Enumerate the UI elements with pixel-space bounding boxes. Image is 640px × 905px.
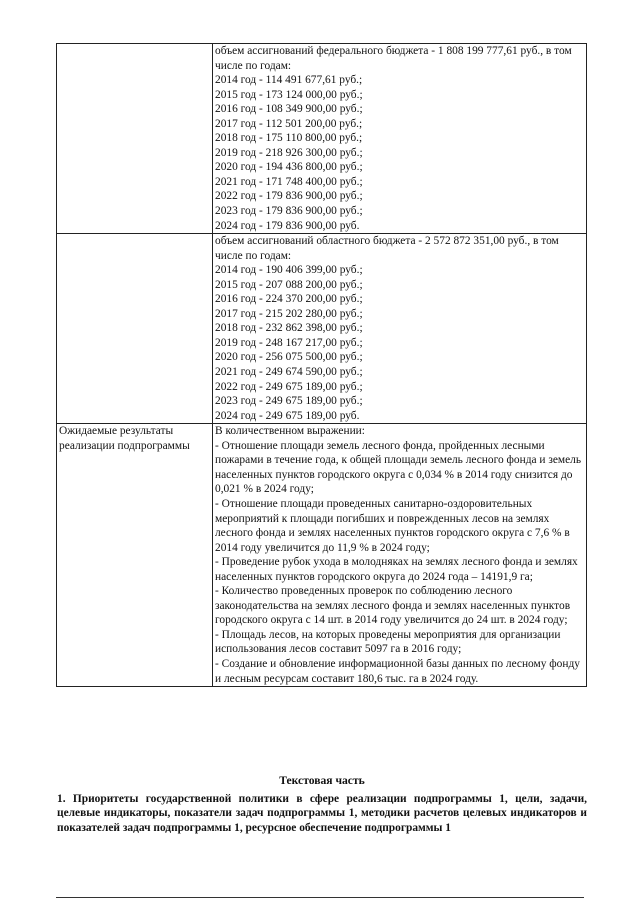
label-cell-empty	[57, 44, 213, 234]
regional-year-line: 2024 год - 249 675 189,00 руб.	[215, 409, 360, 422]
table-row-federal-budget	[57, 44, 587, 234]
federal-year-line: 2019 год - 218 926 300,00 руб.;	[215, 146, 363, 159]
text-part-section	[57, 774, 587, 835]
regional-year-line: 2022 год - 249 675 189,00 руб.;	[215, 380, 363, 393]
table-row-regional-budget	[57, 234, 587, 424]
expected-result-item: - Создание и обновление информационной базы данных по лесному фонду и лесным ресурсам составит 180,6 тыс. га в 2024 году.	[215, 657, 580, 685]
regional-year-line: 2015 год - 207 088 200,00 руб.;	[215, 278, 363, 291]
regional-budget-cell	[213, 234, 587, 424]
federal-year-line: 2020 год - 194 436 800,00 руб.;	[215, 161, 363, 174]
expected-results-label: Ожидаемые результаты реализации подпрограммы	[59, 425, 190, 452]
federal-year-line: 2023 год - 179 836 900,00 руб.;	[215, 205, 363, 218]
federal-year-line: 2015 год - 173 124 000,00 руб.;	[215, 88, 363, 101]
federal-budget-cell	[213, 44, 587, 234]
expected-result-item: - Отношение площади земель лесного фонда, пройденных лесными пожарами в течение года, к общей площади земель лесного фонда и земель населенных пунктов городского округа с 0,034 % в 2014 году снизится до 0,021 % в 2024 году;	[215, 439, 582, 496]
label-cell-empty	[57, 234, 213, 424]
federal-year-line: 2017 год - 112 501 200,00 руб.;	[215, 117, 363, 130]
regional-year-line: 2016 год - 224 370 200,00 руб.;	[215, 293, 363, 306]
expected-result-item: - Площадь лесов, на которых проведены мероприятия для организации использования лесов составит 5097 га в 2016 году;	[215, 628, 561, 656]
passport-table	[56, 43, 587, 687]
federal-year-line: 2014 год - 114 491 677,61 руб.;	[215, 74, 363, 87]
regional-year-line: 2014 год - 190 406 399,00 руб.;	[215, 264, 363, 277]
regional-year-line: 2023 год - 249 675 189,00 руб.;	[215, 395, 363, 408]
federal-year-line: 2021 год - 171 748 400,00 руб.;	[215, 175, 363, 188]
federal-year-line: 2016 год - 108 349 900,00 руб.;	[215, 103, 363, 116]
regional-year-line: 2020 год - 256 075 500,00 руб.;	[215, 351, 363, 364]
expected-results-label-cell	[57, 424, 213, 687]
regional-year-line: 2021 год - 249 674 590,00 руб.;	[215, 366, 363, 379]
regional-year-line: 2017 год - 215 202 280,00 руб.;	[215, 307, 363, 320]
expected-result-item: - Количество проведенных проверок по соблюдению лесного законодательства на землях лесного фонда и землях населенных пунктов городского округа с 14 шт. в 2014 году увеличится до 24 шт. в 2024 году;	[215, 585, 571, 627]
expected-results-cell	[213, 424, 587, 687]
expected-result-item: - Отношение площади проведенных санитарно-оздоровительных мероприятий к площади погибших и поврежденных лесов на землях лесного фонда и землях населенных пунктов городского округа с 7,6 % в 2014 году увеличится до 11,9 % в 2024 году;	[215, 497, 570, 554]
page-bottom-divider	[56, 897, 584, 898]
federal-year-line: 2018 год - 175 110 800,00 руб.;	[215, 132, 363, 145]
expected-result-item: - Проведение рубок ухода в молодняках на землях лесного фонда и землях населенных пунктов городского округа до 2024 года – 14191,9 га;	[215, 556, 578, 583]
federal-budget-header: объем ассигнований федерального бюджета - 1 808 199 777,61 руб., в том числе по годам:	[215, 45, 572, 72]
regional-budget-header: объем ассигнований областного бюджета - 2 572 872 351,00 руб., в том числе по годам:	[215, 235, 559, 262]
regional-year-line: 2018 год - 232 862 398,00 руб.;	[215, 322, 363, 335]
federal-year-line: 2022 год - 179 836 900,00 руб.;	[215, 190, 363, 203]
section-title: Текстовая часть	[279, 774, 365, 787]
regional-year-line: 2019 год - 248 167 217,00 руб.;	[215, 336, 363, 349]
table-row-expected-results	[57, 424, 587, 687]
expected-results-intro: В количественном выражении:	[215, 425, 365, 438]
federal-year-line: 2024 год - 179 836 900,00 руб.	[215, 219, 360, 232]
section-heading: 1. Приоритеты государственной политики в сфере реализации подпрограммы 1, цели, задачи, целевые индикаторы, показатели задач подпрограммы 1, методики расчетов целевых индикаторов и показателей задач подпрограммы 1, ресурсное обеспечение подпрограммы 1	[57, 793, 587, 834]
